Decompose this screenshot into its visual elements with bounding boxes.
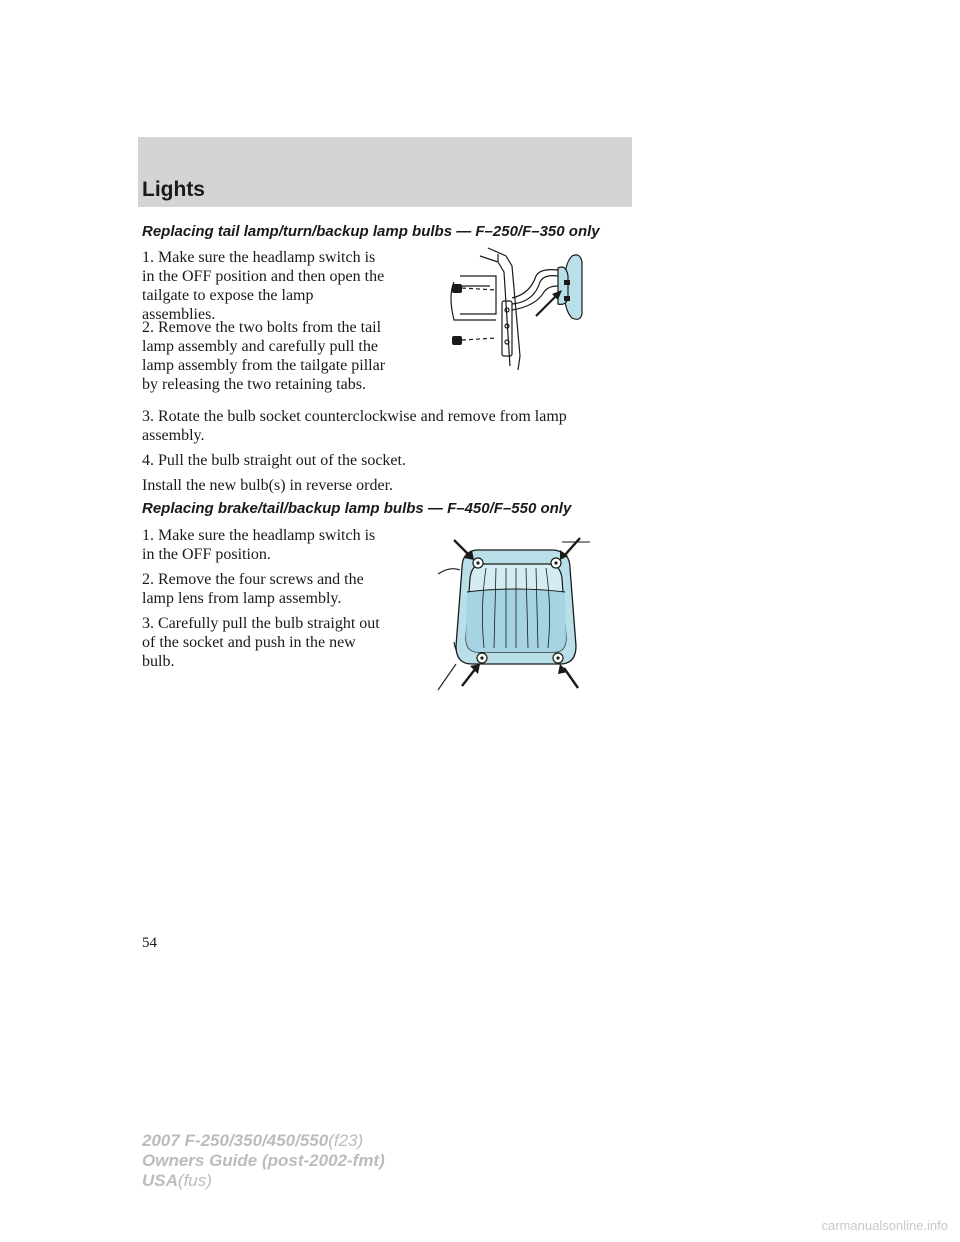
subheading-f250-f350: Replacing tail lamp/turn/backup lamp bulbs — F–250/F–350 only — [142, 223, 600, 240]
footer-line-3 — [142, 1171, 385, 1191]
footer-model: 2007 F-250/350/450/550 — [142, 1131, 329, 1150]
footer — [142, 1131, 385, 1191]
step-3b-text: 3. Carefully pull the bulb straight out of the socket and push in the new bulb. — [142, 615, 380, 670]
footer-line-2: Owners Guide (post-2002-fmt) — [142, 1151, 385, 1170]
footer-market-code: (fus) — [177, 1171, 212, 1190]
section-title: Lights — [142, 178, 205, 201]
watermark: carmanualsonline.info — [821, 1218, 948, 1233]
step-1b-text: 1. Make sure the headlamp switch is in the OFF position. — [142, 527, 376, 563]
step-2-text: 2. Remove the two bolts from the tail lamp assembly and carefully pull the lamp assembly from the tailgate pillar by releasing the two retaining tabs. — [142, 319, 386, 393]
footer-line-1 — [142, 1131, 385, 1151]
footer-model-code: (f23) — [328, 1131, 364, 1150]
page-number: 54 — [142, 935, 157, 951]
step-4-text: 4. Pull the bulb straight out of the socket. — [142, 452, 406, 469]
header-band — [138, 137, 632, 207]
install-note: Install the new bulb(s) in reverse order. — [142, 477, 394, 494]
step-1-text: 1. Make sure the headlamp switch is in the OFF position and then open the tailgate to expose the lamp assemblies. — [142, 249, 385, 323]
tail-lamp-pillar-illustration — [440, 246, 600, 376]
step-2b-text: 2. Remove the four screws and the lamp lens from lamp assembly. — [142, 571, 364, 607]
footer-market: USA — [142, 1171, 178, 1190]
step-3-text: 3. Rotate the bulb socket counterclockwise and remove from lamp assembly. — [142, 408, 567, 444]
brake-tail-lamp-illustration — [436, 530, 596, 695]
subheading-f450-f550: Replacing brake/tail/backup lamp bulbs — F–450/F–550 only — [142, 500, 572, 517]
